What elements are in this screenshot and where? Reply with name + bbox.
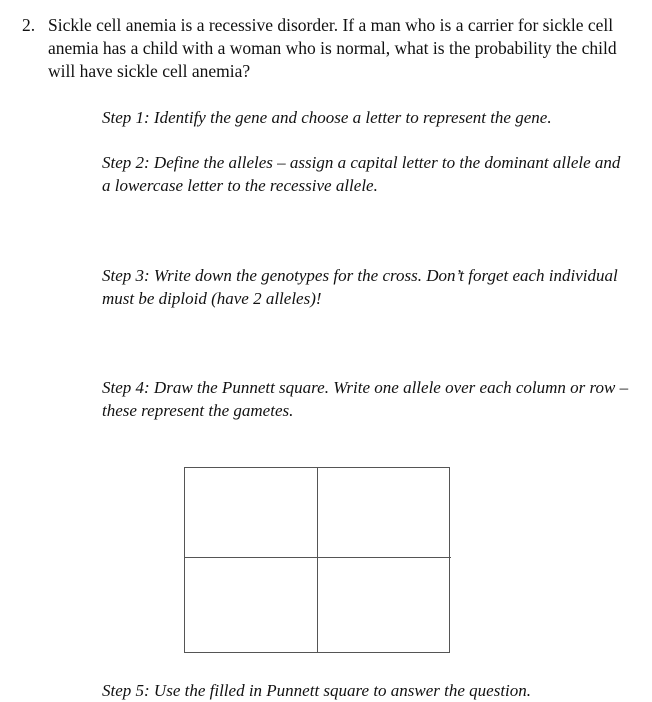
step-5-instruction: Step 5: Use the filled in Punnett square to answer the question.	[102, 681, 532, 700]
punnett-cell-bottom-left	[185, 558, 318, 652]
punnett-square	[184, 467, 450, 653]
step-2-instruction: Step 2: Define the alleles – assign a capital letter to the dominant allele and a lowercase letter to the recessive allele.	[102, 153, 621, 195]
question-text: Sickle cell anemia is a recessive disorder. If a man who is a carrier for sickle cell anemia has a child with a woman who is normal, what is the probability the child will have sickle cell anemia?	[48, 15, 617, 81]
punnett-cell-top-left	[185, 468, 318, 558]
step-1-instruction: Step 1: Identify the gene and choose a letter to represent the gene.	[102, 108, 552, 127]
punnett-cell-bottom-right	[318, 558, 451, 652]
punnett-cell-top-right	[318, 468, 451, 558]
step-3-instruction: Step 3: Write down the genotypes for the cross. Don’t forget each individual must be diploid (have 2 alleles)!	[102, 266, 618, 308]
question-number: 2.	[22, 15, 36, 35]
step-4-instruction: Step 4: Draw the Punnett square. Write one allele over each column or row – these represent the gametes.	[102, 378, 629, 420]
